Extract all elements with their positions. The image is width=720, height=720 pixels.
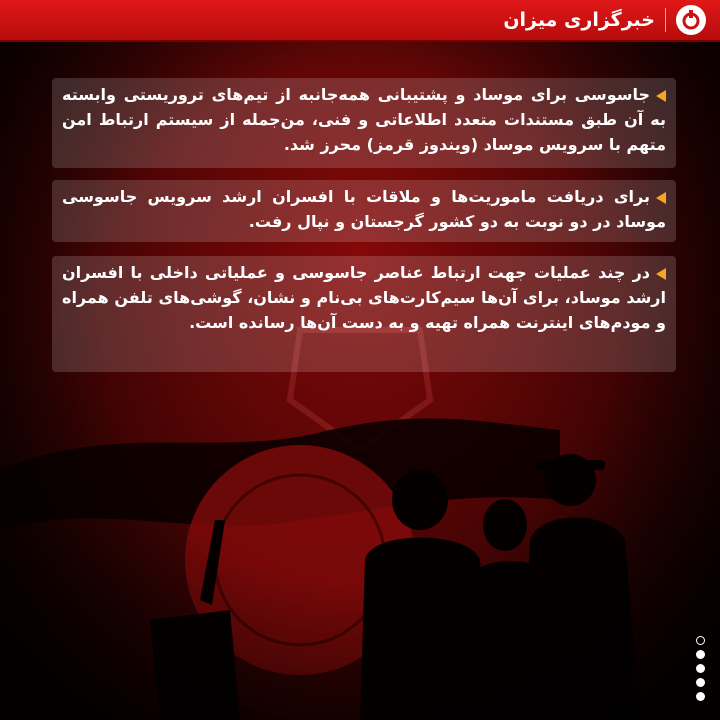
bullet-arrow-icon: [656, 90, 666, 102]
page-dot[interactable]: [696, 650, 705, 659]
brand-logo-icon: [676, 5, 706, 35]
paragraph-card: [52, 180, 676, 242]
page-dot[interactable]: [696, 664, 705, 673]
bullet-arrow-icon: [656, 192, 666, 204]
page-dot[interactable]: [696, 692, 705, 701]
paragraph-card: [52, 78, 676, 168]
bullet-arrow-icon: [656, 268, 666, 280]
page-dot[interactable]: [696, 636, 705, 645]
brand-name: خبرگزاری میزان: [503, 9, 655, 31]
paragraph-text: برای دریافت ماموریت‌ها و ملاقات با افسران ارشد سرویس جاسوسی موساد در دو نوبت به دو کشور گرجستان و نپال رفت.: [62, 187, 666, 231]
page-dot[interactable]: [696, 678, 705, 687]
brand: [503, 4, 706, 36]
paragraph-text: جاسوسی برای موساد و پشتیبانی همه‌جانبه از تیم‌های تروریستی وابسته به آن طبق مستندات متعدد اطلاعاتی و فنی، من‌جمله از سیستم ارتباط امن متهم با سرویس موساد (ویندوز قرمز) محرز شد.: [62, 85, 666, 154]
brand-divider: [665, 8, 666, 32]
header-bar: [0, 0, 720, 42]
paragraph-text: در چند عملیات جهت ارتباط عناصر جاسوسی و عملیاتی داخلی با افسران ارشد موساد، برای آن‌ها سیم‌کارت‌های بی‌نام و نشان، گوشی‌های تلفن همراه و مودم‌های اینترنت همراه تهیه و به دست آن‌ها رسانده است.: [62, 263, 666, 332]
paragraph-card: [52, 256, 676, 372]
page-indicator: [693, 636, 707, 701]
